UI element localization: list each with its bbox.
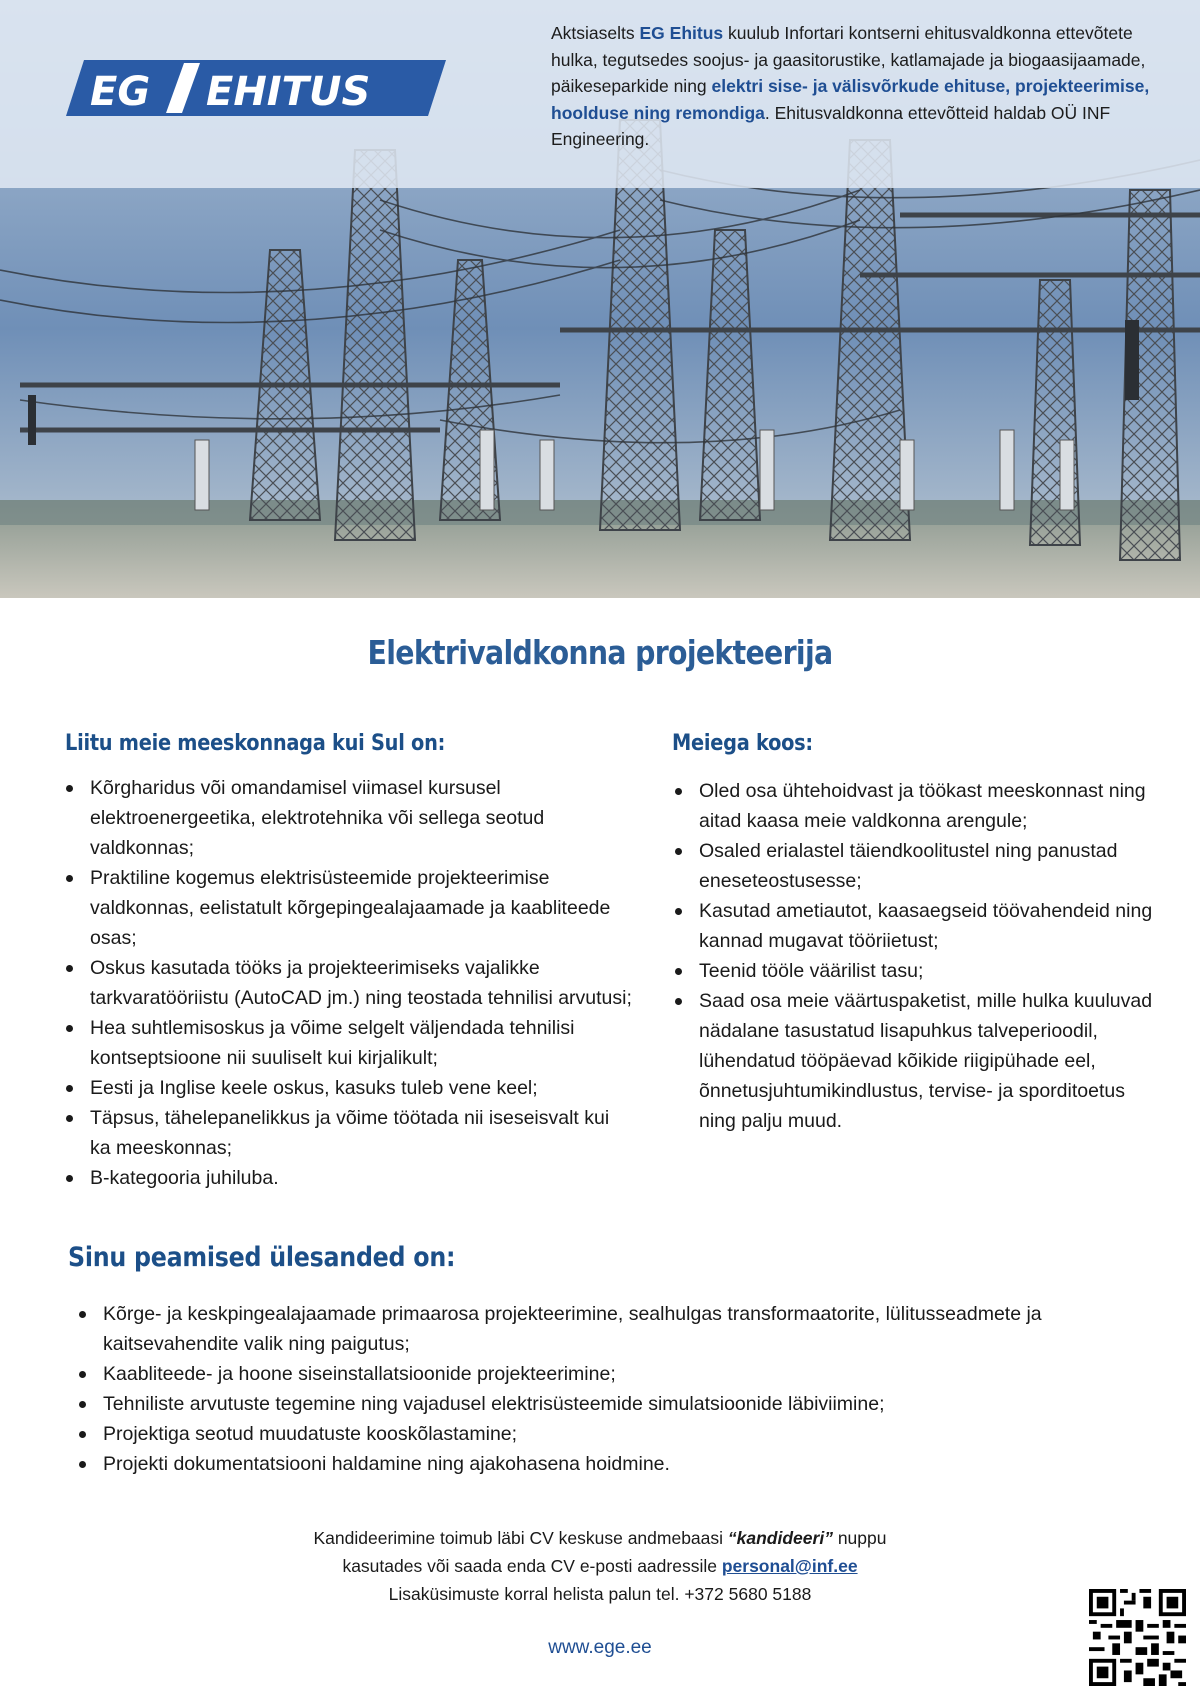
intro-company: EG Ehitus — [639, 23, 724, 43]
tasks-list — [77, 1299, 1177, 1479]
apply-line-3: Lisaküsimuste korral helista palun tel. +372 5680 5188 — [388, 1584, 812, 1604]
list-item: Tehniliste arvutuste tegemine ning vajadusel elektrisüsteemide simulatsioonide läbiviimine; — [77, 1389, 1177, 1419]
requirements-heading: Liitu meie meeskonnaga kui Sul on: — [65, 731, 446, 756]
hero-banner — [0, 0, 1200, 598]
apply-line-1 — [150, 1524, 1050, 1552]
company-intro — [551, 20, 1151, 153]
apply-text: Kandideerimine toimub läbi CV keskuse andmebaasi — [313, 1528, 728, 1548]
intro-part: . Ehitusvaldkonna ettevõtteid haldab OÜ INF Engineering. — [551, 102, 1111, 149]
email-link[interactable]: personal@inf.ee — [721, 1556, 858, 1576]
list-item: Projekti dokumentatsiooni haldamine ning ajakohasena hoidmine. — [77, 1449, 1177, 1479]
list-item: Oskus kasutada tööks ja projekteerimiseks vajalikke tarkvaratööriistu (AutoCAD jm.) ning teostada tehnilisi arvutusi; — [64, 953, 634, 1013]
svg-text:EG: EG — [90, 69, 151, 115]
requirements-list — [64, 773, 634, 1193]
tasks-heading: Sinu peamised ülesanded on: — [68, 1242, 456, 1273]
benefits-heading: Meiega koos: — [672, 731, 813, 756]
benefits-list — [673, 776, 1153, 1136]
list-item: Kasutad ametiautot, kaasaegseid töövahendeid ning kannad mugavat tööriietust; — [673, 896, 1153, 956]
apply-button-name: “kandideeri” — [727, 1528, 833, 1548]
list-item: Praktiline kogemus elektrisüsteemide projekteerimise valdkonnas, eelistatult kõrgepingealajaamade ja kaabliteede osas; — [64, 863, 634, 953]
apply-text: kasutades või saada enda CV e-posti aadressile — [342, 1556, 722, 1576]
list-item: Projektiga seotud muudatuste kooskõlastamine; — [77, 1419, 1177, 1449]
list-item: Kõrgharidus või omandamisel viimasel kursusel elektroenergeetika, elektrotehnika või sellega seotud valdkonnas; — [64, 773, 634, 863]
apply-text: nuppu — [832, 1528, 887, 1548]
application-info — [150, 1524, 1050, 1608]
list-item: Osaled erialastel täiendkoolitustel ning panustad eneseteostusesse; — [673, 836, 1153, 896]
intro-part: kuulub Infortari kontserni ehitusvaldkonna ettevõtete hulka, tegutsedes soojus- ja gaasitorustike, katlamajade ja biogaasijaamade, päikeseparkide ning — [551, 23, 1146, 96]
apply-line-2 — [150, 1552, 1050, 1580]
intro-services: elektri sise- ja välisvõrkude ehituse, projekteerimise, hoolduse ning remondiga — [551, 76, 1150, 123]
qr-code-icon[interactable] — [1089, 1589, 1186, 1686]
list-item: Eesti ja Inglise keele oskus, kasuks tuleb vene keel; — [64, 1073, 634, 1103]
list-item: Täpsus, tähelepanelikkus ja võime töötada nii iseseisvalt kui ka meeskonnas; — [64, 1103, 634, 1163]
intro-part: Aktsiaselts — [551, 23, 640, 43]
list-item: Kaabliteede- ja hoone siseinstallatsioonide projekteerimine; — [77, 1359, 1177, 1389]
list-item: Teenid tööle väärilist tasu; — [673, 956, 1153, 986]
list-item: Saad osa meie väärtuspaketist, mille hulka kuuluvad nädalane tasustatud lisapuhkus talveperioodil, lühendatud tööpäevad kõikide riigipühade eel, õnnetusjuhtumikindlustus, tervise- ja sporditoetus ning palju muud. — [673, 986, 1153, 1136]
job-title: Elektrivaldkonna projekteerija — [367, 633, 833, 672]
list-item: Hea suhtlemisoskus ja võime selgelt väljendada tehnilisi kontseptsioone nii suuliselt kui kirjalikult; — [64, 1013, 634, 1073]
svg-text:EHITUS: EHITUS — [206, 69, 371, 115]
website-link[interactable]: www.ege.ee — [548, 1637, 652, 1658]
list-item: Oled osa ühtehoidvast ja töökast meeskonnast ning aitad kaasa meie valdkonna arengule; — [673, 776, 1153, 836]
list-item: B-kategooria juhiluba. — [64, 1163, 634, 1193]
eg-ehitus-logo — [66, 60, 446, 116]
list-item: Kõrge- ja keskpingealajaamade primaarosa projekteerimine, sealhulgas transformaatorite, lülitusseadmete ja kaitsevahendite valik ning paigutus; — [77, 1299, 1177, 1359]
